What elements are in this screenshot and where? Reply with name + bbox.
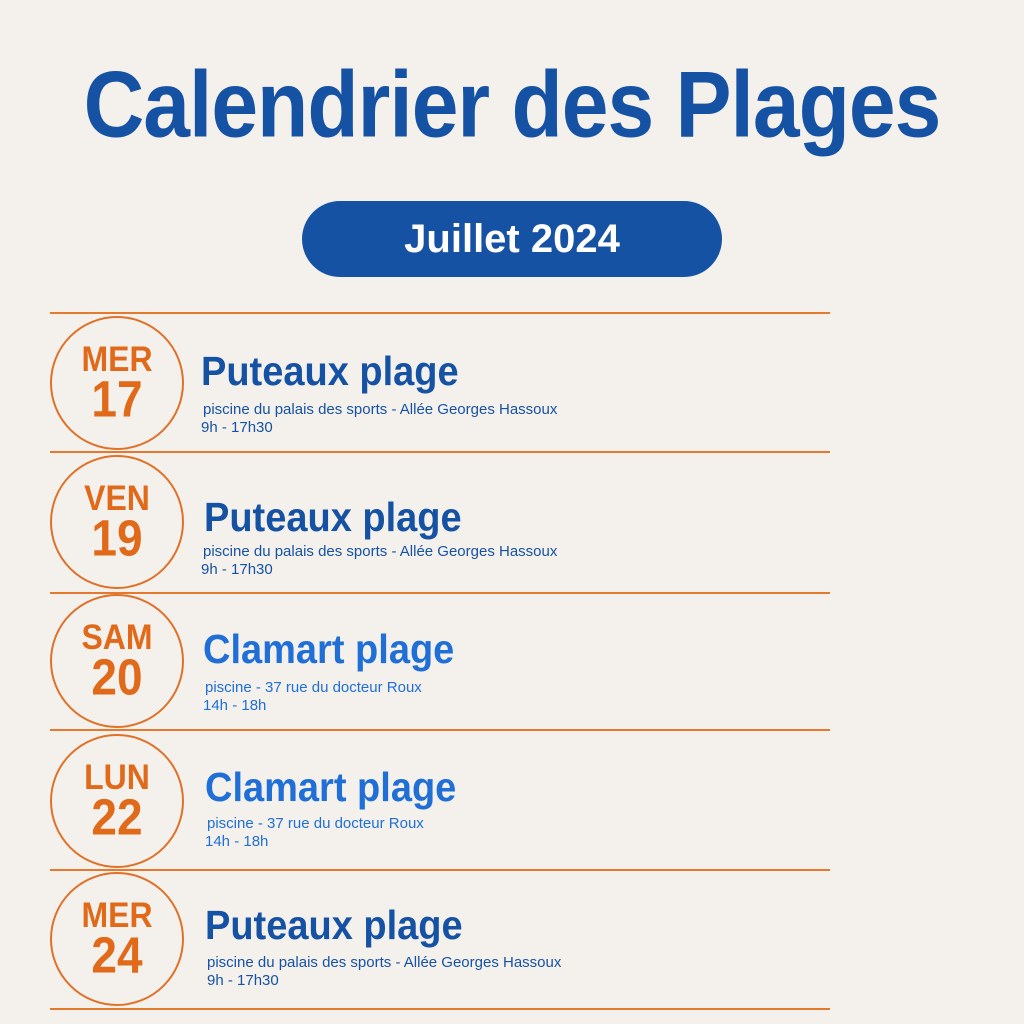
event-hours: 9h - 17h30 (201, 561, 273, 578)
date-circle (50, 455, 184, 589)
date-day: MER (81, 895, 153, 935)
event-title: Puteaux plage (204, 495, 462, 541)
event-row (0, 314, 1024, 452)
event-location: piscine du palais des sports - Allée Georges Hassoux (203, 543, 558, 560)
date-number: 20 (91, 648, 143, 706)
event-location: piscine - 37 rue du docteur Roux (205, 679, 422, 696)
month-badge (302, 201, 722, 277)
event-hours: 14h - 18h (203, 697, 267, 714)
date-circle (50, 594, 184, 728)
date-number: 19 (91, 509, 143, 567)
event-hours: 9h - 17h30 (207, 972, 279, 989)
date-number: 22 (91, 788, 143, 846)
event-title: Clamart plage (203, 627, 455, 673)
month-label: Juillet 2024 (404, 216, 620, 261)
event-title: Clamart plage (205, 765, 457, 811)
date-day: SAM (81, 617, 153, 657)
event-hours: 9h - 17h30 (201, 419, 273, 436)
event-row (0, 731, 1024, 869)
date-circle (50, 734, 184, 868)
event-row (0, 871, 1024, 1009)
event-row (0, 594, 1024, 732)
date-day: LUN (84, 757, 150, 797)
date-number: 17 (91, 370, 143, 428)
date-day: VEN (84, 478, 150, 518)
page-title: Calendrier des Plages (83, 51, 941, 157)
date-number: 24 (91, 926, 143, 984)
event-location: piscine - 37 rue du docteur Roux (207, 815, 424, 832)
event-title: Puteaux plage (205, 903, 463, 949)
event-location: piscine du palais des sports - Allée Georges Hassoux (207, 954, 562, 971)
event-title: Puteaux plage (201, 349, 459, 395)
event-row (0, 453, 1024, 591)
event-hours: 14h - 18h (205, 833, 269, 850)
event-location: piscine du palais des sports - Allée Georges Hassoux (203, 401, 558, 418)
date-day: MER (81, 339, 153, 379)
date-circle (50, 316, 184, 450)
date-circle (50, 872, 184, 1006)
